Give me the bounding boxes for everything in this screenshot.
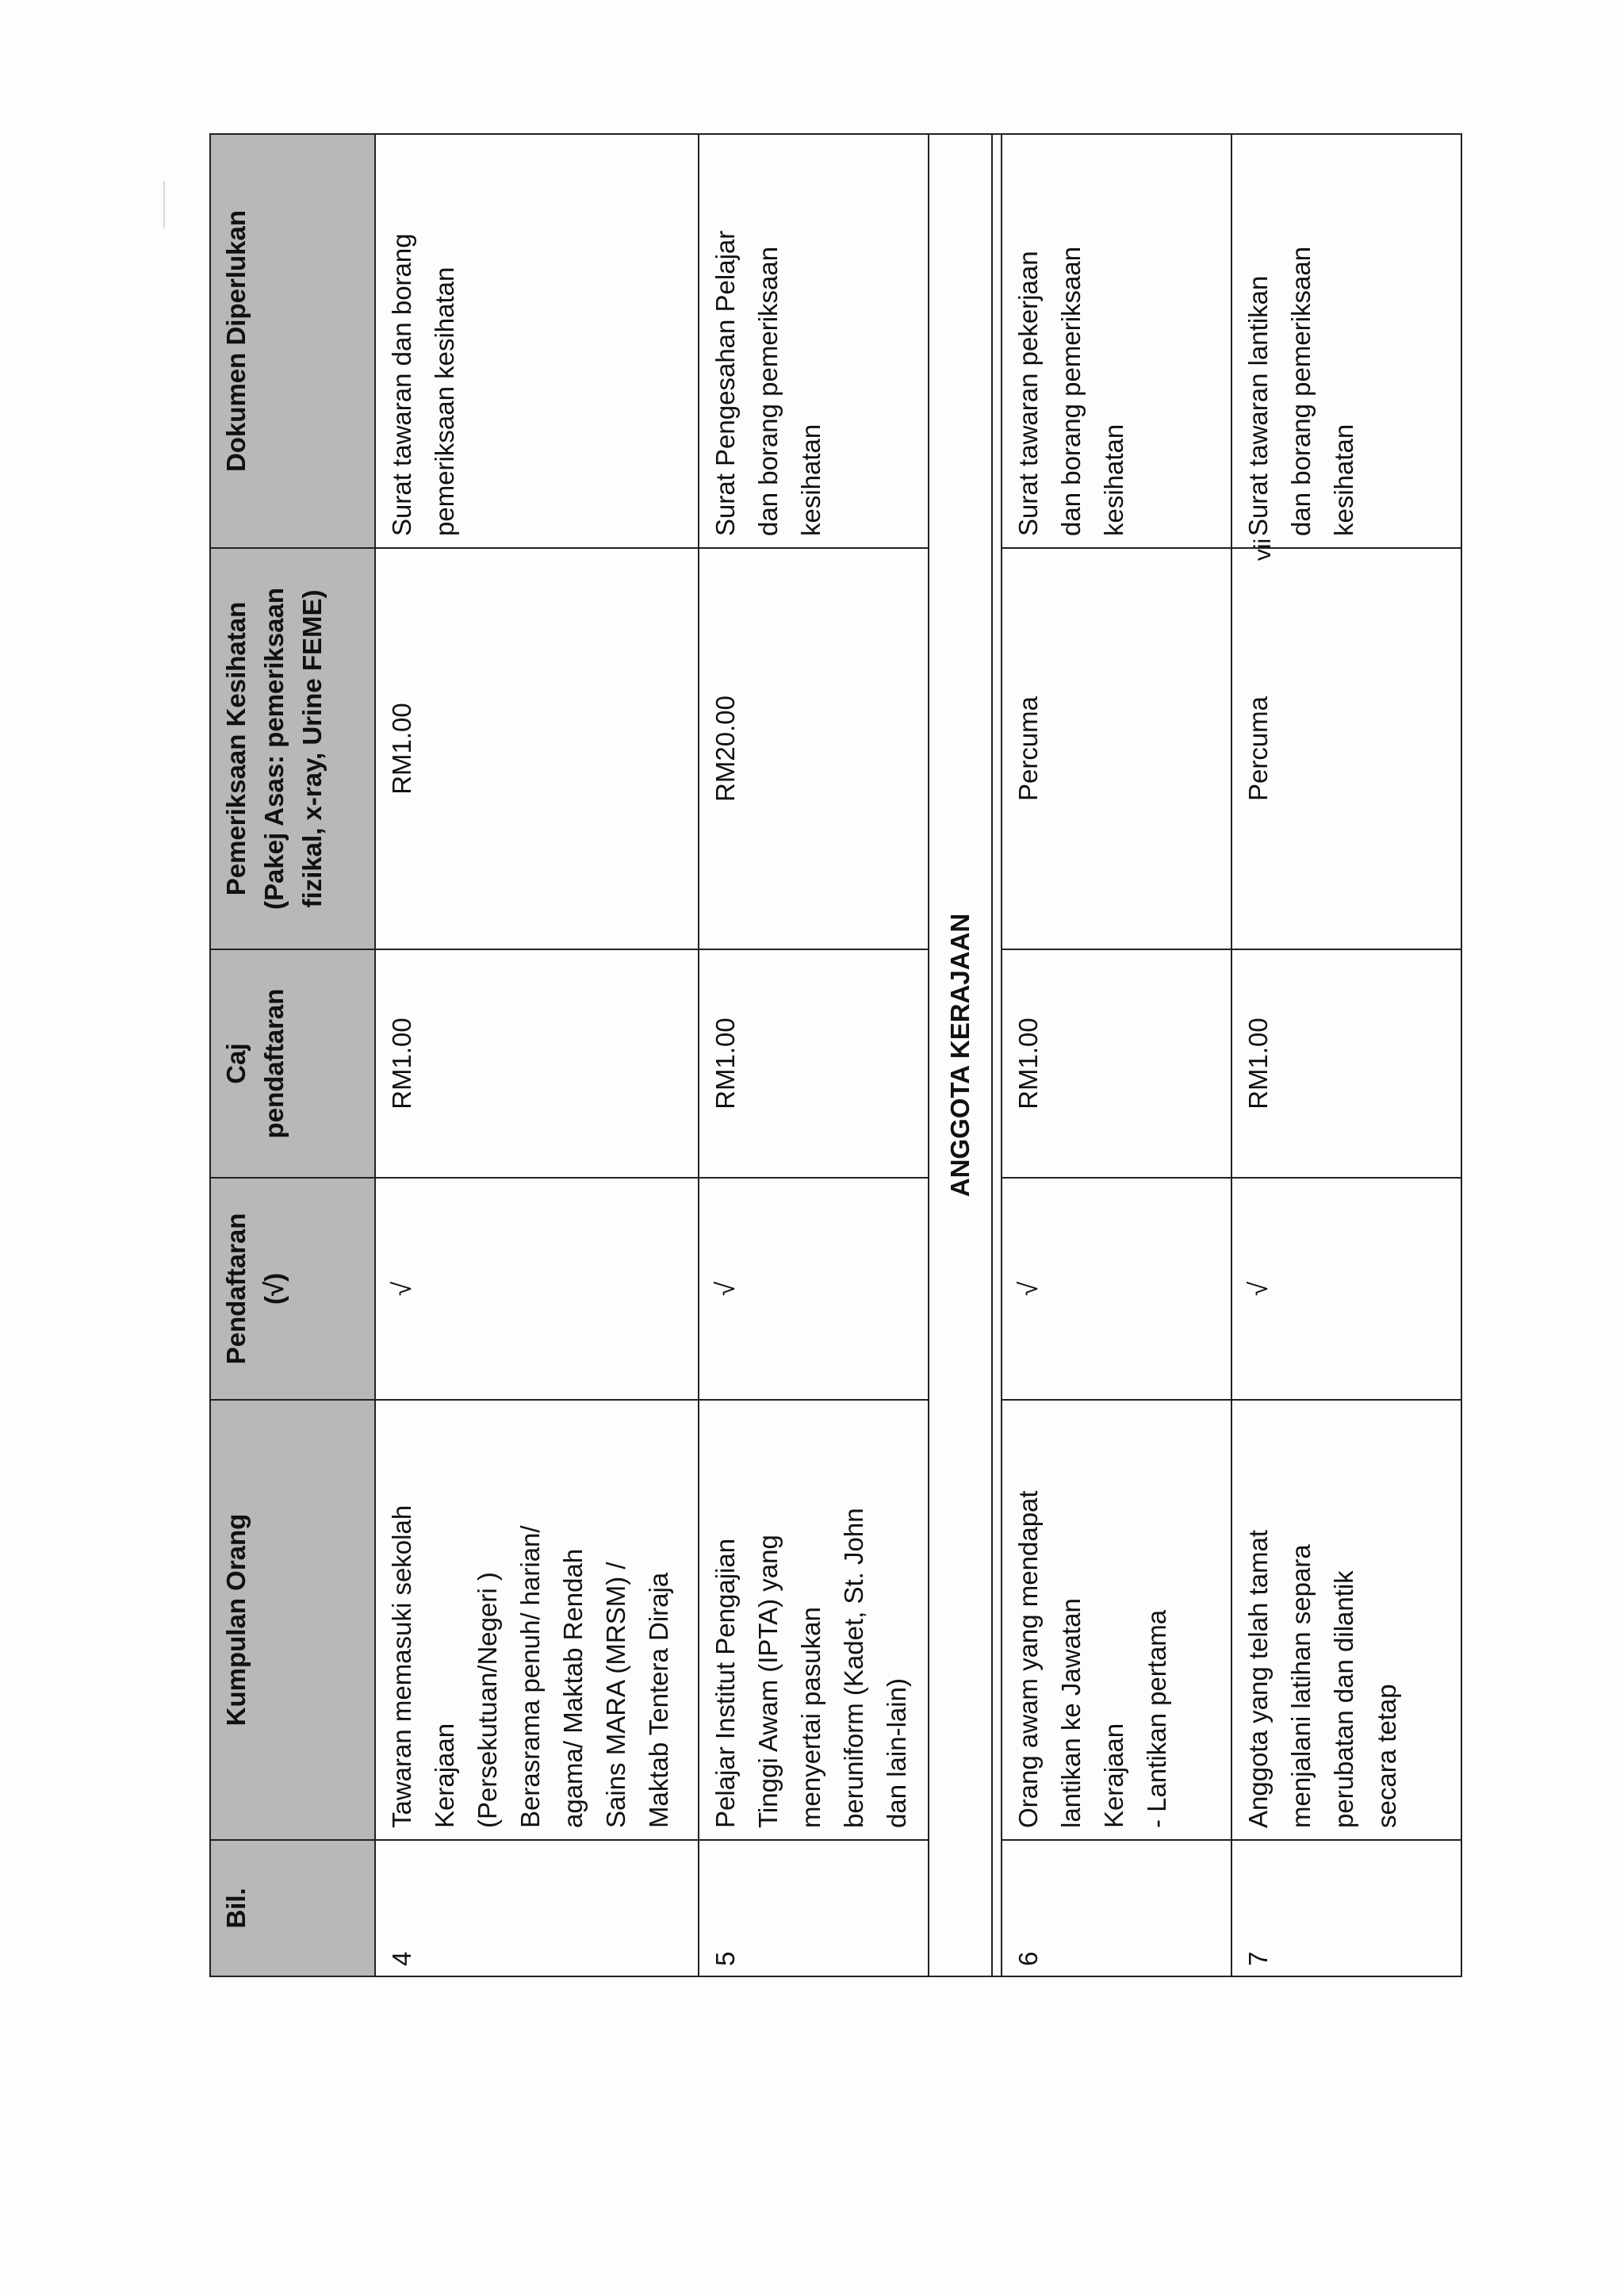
row-bil: 4 — [375, 1840, 699, 1976]
row-pendaftaran-check: √ — [1002, 1178, 1231, 1400]
header-bil: Bil. — [210, 1840, 375, 1976]
row-pendaftaran-check: √ — [699, 1178, 929, 1400]
row-pendaftaran-check: √ — [1231, 1178, 1461, 1400]
row-kumpulan-orang: Tawaran memasuki sekolah Kerajaan (Persekutuan/Negeri ) Berasrama penuh/ harian/ agama/ Maktab Rendah Sains MARA (MRSM) / Maktab Tentera Diraja — [375, 1400, 699, 1840]
row-pemeriksaan: Percuma — [1002, 548, 1231, 949]
row-dokumen: Surat tawaran pekerjaan dan borang pemeriksaan kesihatan — [1002, 134, 1231, 548]
table-header-row — [210, 134, 375, 1976]
row-dokumen: Surat tawaran dan borang pemeriksaan kesihatan — [375, 134, 699, 548]
row-caj: RM1.00 — [375, 949, 699, 1178]
row-pemeriksaan: RM20.00 — [699, 548, 929, 949]
row-pendaftaran-check: √ — [375, 1178, 699, 1400]
row-caj: RM1.00 — [699, 949, 929, 1178]
row-bil: 7 — [1231, 1840, 1461, 1976]
row-pemeriksaan: Percuma — [1231, 548, 1461, 949]
page-number: vii — [1250, 538, 1276, 562]
header-kumpulan-orang: Kumpulan Orang — [210, 1400, 375, 1840]
section-header-row — [929, 134, 992, 1976]
rotated-content — [209, 135, 1401, 1977]
header-pendaftaran: Pendaftaran (√) — [210, 1178, 375, 1400]
row-dokumen: Surat Pengesahan Pelajar dan borang pemeriksaan kesihatan — [699, 134, 929, 548]
header-pemeriksaan-kesihatan: Pemeriksaan Kesihatan (Pakej Asas: pemeriksaan fizikal, x-ray, Urine FEME) — [210, 548, 375, 949]
table-row — [1231, 134, 1461, 1976]
section-title-anggota-kerajaan: ANGGOTA KERAJAAN — [929, 134, 992, 1976]
header-caj-pendaftaran: Caj pendaftaran — [210, 949, 375, 1178]
row-caj: RM1.00 — [1231, 949, 1461, 1178]
section-spacer — [992, 134, 1002, 1976]
header-dokumen-diperlukan: Dokumen Diperlukan — [210, 134, 375, 548]
scan-edge-mark — [163, 181, 165, 228]
table-row — [699, 134, 929, 1976]
row-kumpulan-orang: Pelajar Institut Pengajian Tinggi Awam (IPTA) yang menyertai pasukan beruniform (Kadet, St. John dan lain-lain) — [699, 1400, 929, 1840]
row-bil: 5 — [699, 1840, 929, 1976]
row-kumpulan-orang: Orang awam yang mendapat lantikan ke Jawatan Kerajaan - Lantikan pertama — [1002, 1400, 1231, 1840]
row-bil: 6 — [1002, 1840, 1231, 1976]
table-row — [1002, 134, 1231, 1976]
row-pemeriksaan: RM1.00 — [375, 548, 699, 949]
row-kumpulan-orang: Anggota yang telah tamat menjalani latihan separa perubatan dan dilantik secara tetap — [1231, 1400, 1461, 1840]
table-row — [375, 134, 699, 1976]
row-dokumen: Surat tawaran lantikan dan borang pemeriksaan kesihatan — [1231, 134, 1461, 548]
fee-table — [209, 133, 1462, 1977]
row-caj: RM1.00 — [1002, 949, 1231, 1178]
